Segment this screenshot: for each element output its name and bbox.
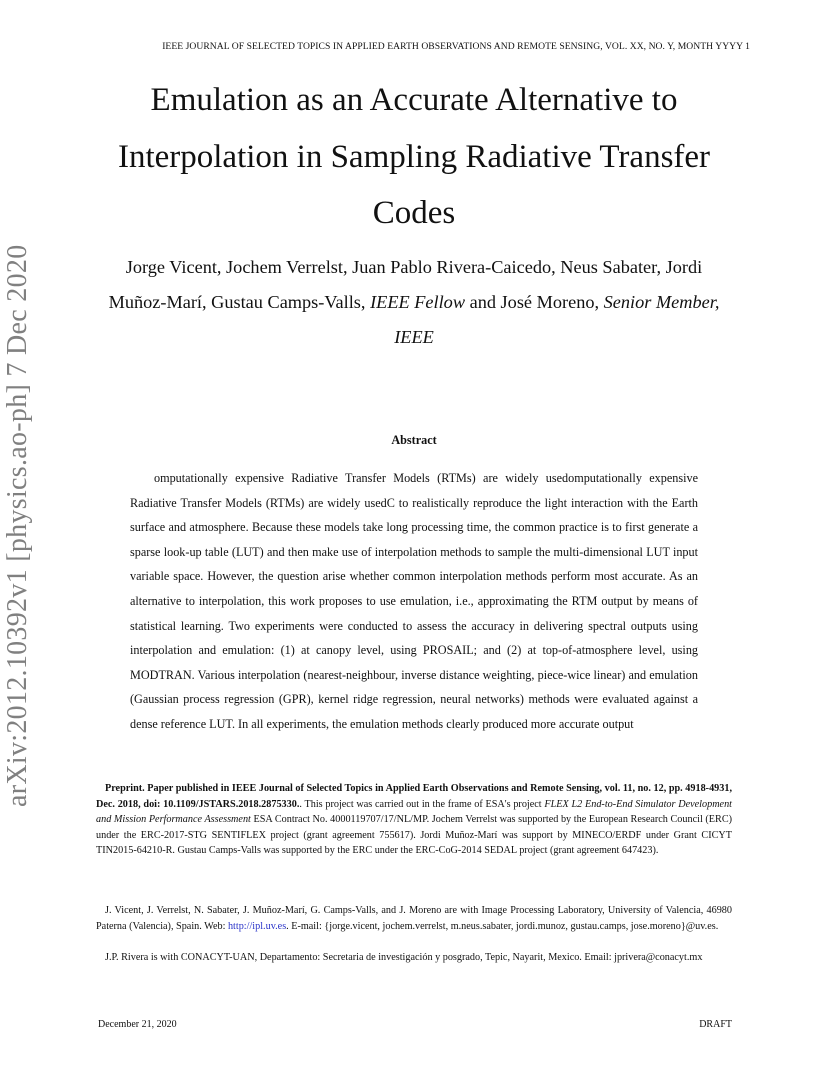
funding-text-a: . This project was carried out in the frame of ESA's project	[299, 798, 542, 810]
fellow-designation: IEEE Fellow	[370, 292, 466, 312]
funding-text-b: ESA Contract No. 4000119707/17/NL/MP. Jochem Verrelst was supported by the European Research Council (ERC) under the ERC-2017-STG SENTIFLEX project (grant agreement 755617). Jordi Muñoz-Marí was support by MINECO/ERDF under Grant CICYT TIN2015-64210-R. Gustau Camps-Valls was supported by the ERC under the ERC-CoG-2014 SEDAL project (grant agreement 647423).	[96, 814, 733, 856]
abstract-body: omputationally expensive Radiative Transfer Models (RTMs) are widely usedomputationally expensive Radiative Transfer Models (RTMs) are widely usedC to realistically reproduce the light interaction with the Earth surface and atmosphere. Because these models take long processing time, the common practice is to first generate a sparse look-up table (LUT) and then make use of interpolation methods to sample the multi-dimensional LUT input variable space. However, the question arise whether common interpolation methods perform most accurate. As an alternative to interpolation, this work proposes to use emulation, i.e., approximating the RTM output by means of statistical learning. Two experiments were conducted to assess the accuracy in delivering spectral outputs using interpolation and emulation: (1) at canopy level, using PROSAIL; and (2) at top-of-atmosphere level, using MODTRAN. Various interpolation (nearest-neighbour, inverse distance weighting, piece-wice linear) and emulation (Gaussian process regression (GPR), kernel ridge regression, neural networks) methods were evaluated against a dense reference LUT. In all experiments, the emulation methods clearly produced more accurate output	[130, 471, 698, 731]
project-name: FLEX L2 End-to-End Simulator Development and Mission Performance Assessment	[96, 798, 733, 825]
footer-status: DRAFT	[699, 1019, 732, 1030]
affiliation-footnote	[96, 903, 732, 934]
ipl-link[interactable]: http://ipl.uv.es	[227, 920, 287, 932]
page-number: 1	[745, 41, 750, 52]
journal-header: IEEE JOURNAL OF SELECTED TOPICS IN APPLIED EARTH OBSERVATIONS AND REMOTE SENSING, VOL. XX, NO. Y, MONTH YYYY	[162, 41, 744, 52]
paper-title: Emulation as an Accurate Alternative to Interpolation in Sampling Radiative Transfer Codes	[117, 82, 711, 231]
running-head	[96, 41, 750, 52]
affiliation-text-b: . E-mail: {jorge.vicent, jochem.verrelst, m.neus.sabater, jordi.munoz, gustau.camps, jose.moreno}@uv.es.	[286, 920, 719, 932]
arxiv-stamp: arXiv:2012.10392v1 [physics.ao-ph] 7 Dec 2020	[2, 244, 33, 807]
preprint-footnote	[96, 781, 732, 859]
senior-member-designation: Senior Member, IEEE	[394, 292, 720, 347]
affiliation-footnote-rivera: J.P. Rivera is with CONACYT-UAN, Departamento: Secretaria de investigación y posgrado, Tepic, Nayarit, Mexico. Email: jprivera@conacyt.mx	[105, 952, 703, 963]
affiliation-text-a: J. Vicent, J. Verrelst, N. Sabater, J. Muñoz-Marí, G. Camps-Valls, and J. Moreno are with Image Processing Laboratory, University of Valencia, 46980 Paterna (Valencia), Spain. Web:	[96, 905, 732, 932]
author-names: Jorge Vicent, Jochem Verrelst, Juan Pablo Rivera-Caicedo, Neus Sabater, Jordi Muñoz-Marí, Gustau Camps-Valls,	[108, 257, 703, 312]
author-names-last: and José Moreno,	[469, 292, 600, 312]
author-list	[96, 250, 732, 355]
preprint-notice: Preprint. Paper published in IEEE Journal of Selected Topics in Applied Earth Observations and Remote Sensing, vol. 11, no. 12, pp. 4918-4931, Dec. 2018, doi: 10.1109/JSTARS.2018.2875330.	[96, 783, 732, 810]
footer-date: December 21, 2020	[98, 1019, 177, 1030]
abstract-heading: Abstract	[391, 433, 437, 447]
